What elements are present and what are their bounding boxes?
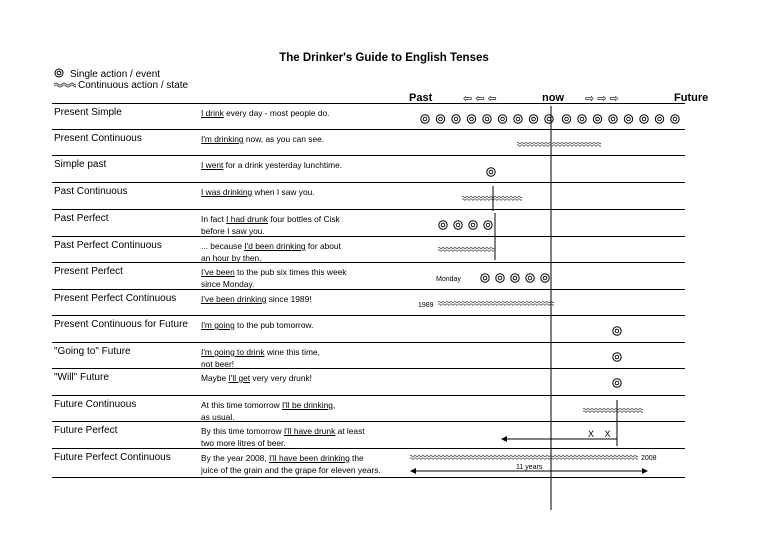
arrow-head-icon xyxy=(501,436,507,442)
example-line2: as usual. xyxy=(201,412,235,422)
example-post: since 1989! xyxy=(266,294,312,304)
legend-single-label: Single action / event xyxy=(70,69,161,81)
single-action-icon xyxy=(593,115,601,123)
single-action-icon xyxy=(436,115,444,123)
arrow-head-icon xyxy=(410,468,416,474)
future-label: Future xyxy=(674,92,709,104)
xx-marks: X X xyxy=(588,429,615,439)
example-line2: not beer! xyxy=(201,359,235,369)
example-post: for about xyxy=(305,241,341,251)
tense-name: Simple past xyxy=(54,159,107,170)
tense-name: Past Perfect xyxy=(54,213,109,224)
example-line2: since Monday. xyxy=(201,279,255,289)
example-verb: I'll have been drinking xyxy=(268,453,350,463)
tense-name: "Going to" Future xyxy=(54,346,131,357)
single-action-icon xyxy=(613,327,621,335)
example-verb: I'm going to drink xyxy=(201,347,265,357)
tense-name: Past Perfect Continuous xyxy=(54,240,162,251)
example-post: when I saw you. xyxy=(252,187,315,197)
legend-continuous-label: Continuous action / state xyxy=(78,80,189,92)
single-action-icon xyxy=(609,115,617,123)
single-action-icon xyxy=(624,115,632,123)
single-action-icon xyxy=(655,115,663,123)
example-verb: I drink xyxy=(201,108,224,118)
example-verb: I'd been drinking xyxy=(244,241,306,251)
single-action-icon xyxy=(467,115,475,123)
example-post: at least xyxy=(335,426,365,436)
tense-name: Future Continuous xyxy=(54,399,137,410)
example-post: , xyxy=(332,400,336,410)
single-action-icon xyxy=(529,115,537,123)
example-verb: I had drunk xyxy=(226,214,269,224)
single-action-icon xyxy=(469,221,477,229)
example-line2: two more litres of beer. xyxy=(201,438,286,448)
single-action-icon xyxy=(452,115,460,123)
example-pre: By this time tomorrow xyxy=(201,426,284,436)
tense-name: "Will" Future xyxy=(54,372,109,383)
example-verb: I've been xyxy=(201,267,235,277)
tense-name: Present Continuous xyxy=(54,133,142,144)
single-action-icon xyxy=(541,274,549,282)
example-pre: Maybe xyxy=(201,373,229,383)
example-line2: juice of the grain and the grape for eleven years. xyxy=(201,465,381,475)
single-action-icon xyxy=(613,379,621,387)
single-action-icon xyxy=(545,115,553,123)
single-action-icon xyxy=(578,115,586,123)
tense-name: Future Perfect Continuous xyxy=(54,452,171,463)
year-1989-label: 1989 xyxy=(418,302,434,309)
example-post: to the pub six times this week xyxy=(234,267,347,277)
left-arrow-icons: ⇦ ⇦ ⇦ xyxy=(463,93,497,105)
example-post: to the pub tomorrow. xyxy=(234,320,314,330)
tense-name: Future Perfect xyxy=(54,425,118,436)
example-post: for a drink yesterday lunchtime. xyxy=(223,160,343,170)
tense-name: Present Simple xyxy=(54,107,122,118)
continuous-action-icon xyxy=(517,142,601,146)
continuous-action-icon xyxy=(462,196,522,200)
single-action-icon xyxy=(640,115,648,123)
right-arrow-icons: ⇨ ⇨ ⇨ xyxy=(585,93,619,105)
example-verb: I'm drinking xyxy=(201,134,244,144)
single-action-icon xyxy=(526,274,534,282)
single-action-icon xyxy=(439,221,447,229)
continuous-action-icon xyxy=(583,408,643,412)
single-action-icon xyxy=(511,274,519,282)
example-post: wine this time, xyxy=(264,347,320,357)
example-verb: I was drinking xyxy=(201,187,253,197)
continuous-action-icon xyxy=(410,455,638,459)
eleven-years-label: 11 years xyxy=(516,464,543,471)
example-post: very very drunk! xyxy=(250,373,312,383)
tense-name: Past Continuous xyxy=(54,186,128,197)
example-verb: I'll get xyxy=(228,373,251,383)
example-pre: In fact xyxy=(201,214,227,224)
now-label: now xyxy=(542,92,564,104)
example-pre: By the year 2008, xyxy=(201,453,269,463)
single-action-icon xyxy=(487,168,495,176)
example-line2: an hour by then. xyxy=(201,253,262,263)
example-verb: I went xyxy=(201,160,224,170)
tense-name: Present Continuous for Future xyxy=(54,319,188,330)
example-post: every day - most people do. xyxy=(223,108,330,118)
example-verb: I'll have drunk xyxy=(283,426,336,436)
single-action-icon xyxy=(496,274,504,282)
single-action-icon xyxy=(514,115,522,123)
single-action-icon xyxy=(481,274,489,282)
single-action-icon xyxy=(671,115,679,123)
past-label: Past xyxy=(409,92,433,104)
tense-name: Present Perfect Continuous xyxy=(54,293,177,304)
single-action-icon xyxy=(484,221,492,229)
single-action-icon xyxy=(613,353,621,361)
year-2008-label: 2008 xyxy=(641,455,657,462)
single-action-icon xyxy=(421,115,429,123)
example-line2: before I saw you. xyxy=(201,226,265,236)
example-verb: I've been drinking xyxy=(201,294,267,304)
example-verb: I'm going xyxy=(201,320,235,330)
example-verb: I'll be drinking xyxy=(281,400,333,410)
example-pre: ... because xyxy=(201,241,245,251)
continuous-action-icon xyxy=(438,301,554,305)
tense-name: Present Perfect xyxy=(54,266,123,277)
monday-label: Monday xyxy=(436,276,461,283)
example-post: four bottles of Cisk xyxy=(268,214,340,224)
page-title: The Drinker's Guide to English Tenses xyxy=(279,52,489,64)
single-action-icon xyxy=(454,221,462,229)
example-post: the xyxy=(349,453,364,463)
single-action-icon xyxy=(483,115,491,123)
example-post: now, as you can see. xyxy=(243,134,325,144)
single-action-icon xyxy=(562,115,570,123)
example-pre: At this time tomorrow xyxy=(201,400,282,410)
single-action-icon xyxy=(498,115,506,123)
continuous-action-icon xyxy=(438,247,494,251)
arrow-head-icon xyxy=(642,468,648,474)
